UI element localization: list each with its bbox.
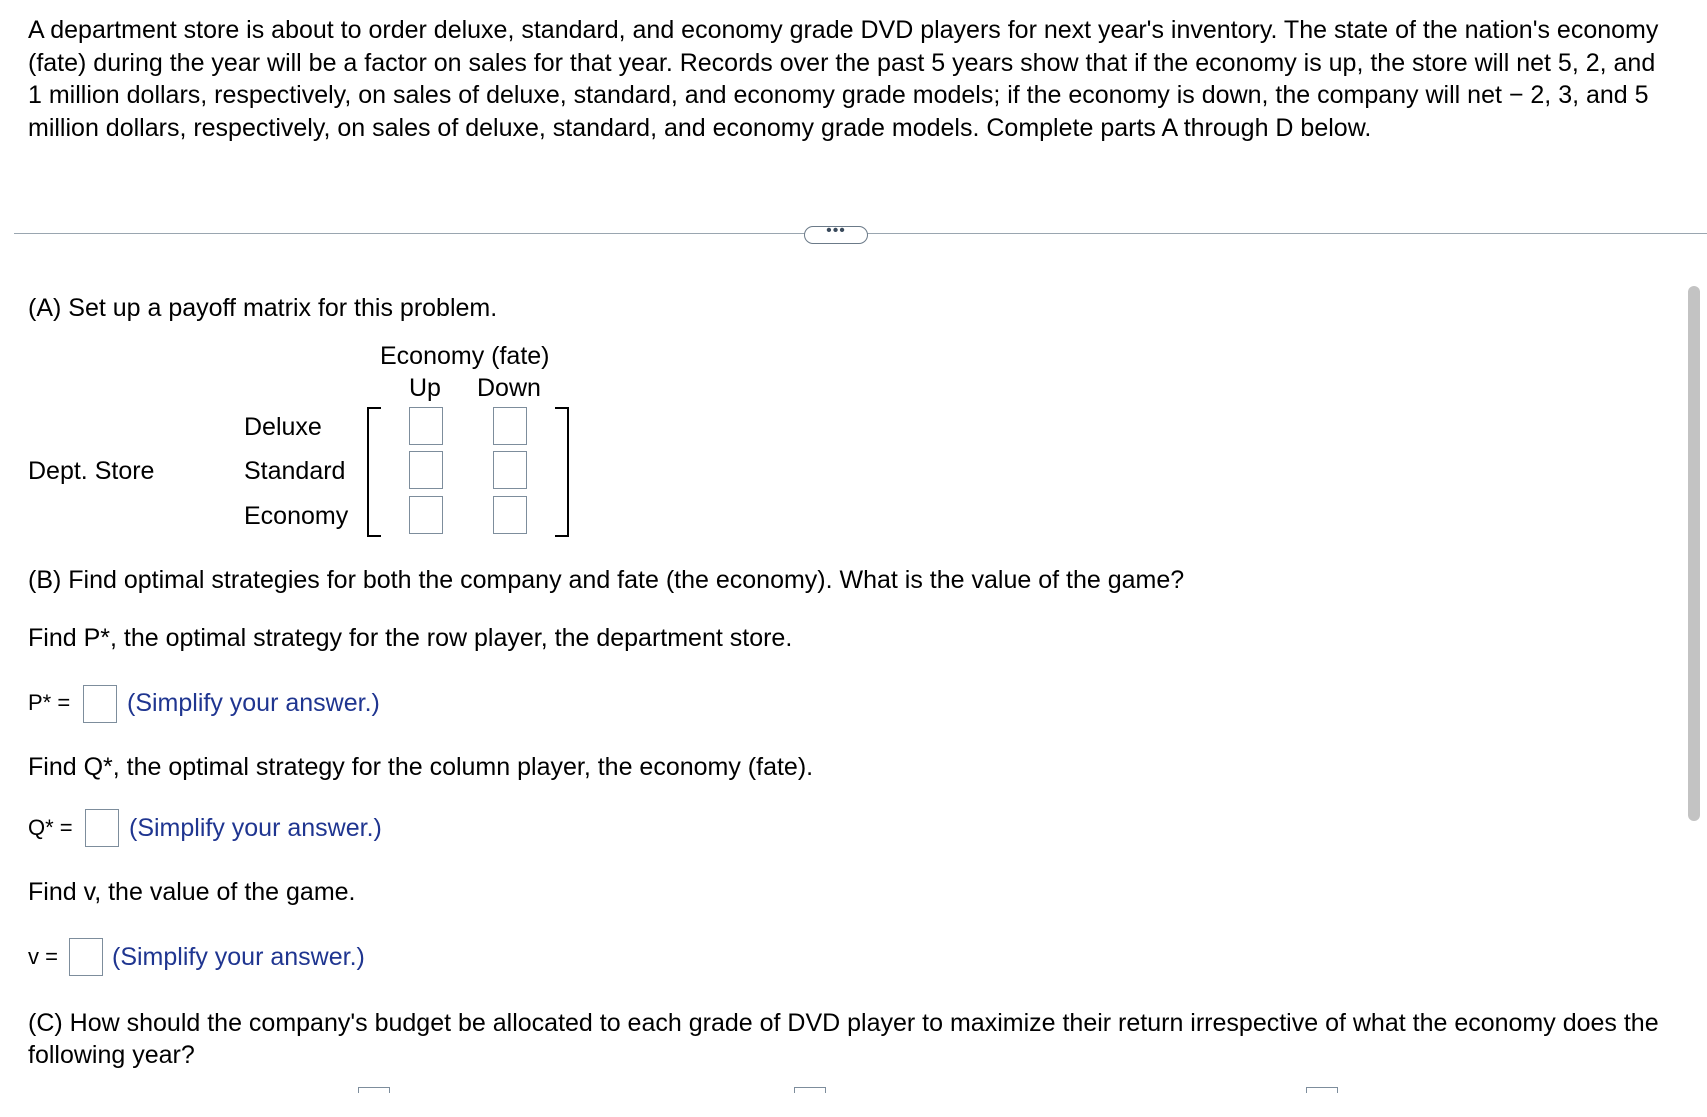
q-star-hint: (Simplify your answer.)	[129, 814, 382, 842]
matrix-row-deluxe: Deluxe	[244, 413, 322, 441]
part-c-input-2[interactable]	[794, 1087, 826, 1093]
v-prompt: Find v, the value of the game.	[28, 878, 356, 906]
show-more-button[interactable]: •••	[804, 226, 868, 244]
part-c-input-1[interactable]	[358, 1087, 390, 1093]
part-c-prompt: (C) How should the company's budget be allocated to each grade of DVD player to maximize their return irrespective of what the economy does the following year?	[28, 1009, 1659, 1069]
matrix-cell-deluxe-down[interactable]	[493, 407, 527, 445]
q-star-label: Q* =	[28, 815, 73, 840]
matrix-cell-economy-down[interactable]	[493, 496, 527, 534]
problem-statement: A department store is about to order deluxe, standard, and economy grade DVD players for next year's inventory. The state of the nation's economy (fate) during the year will be a factor on sales for that year. Records over the past 5 years show that if the economy is up, the store will net 5, 2, and 1 million dollars, respectively, on sales of deluxe, standard, and economy grade models; if the economy is down, the company will net − 2, 3, and 5 million dollars, respectively, on sales of deluxe, standard, and economy grade models. Complete parts A through D below.	[28, 16, 1659, 142]
matrix-left-bracket	[367, 407, 381, 537]
part-a-prompt: (A) Set up a payoff matrix for this problem.	[28, 294, 498, 322]
part-b-prompt: (B) Find optimal strategies for both the company and fate (the economy). What is the value of the game?	[28, 566, 1185, 594]
v-label: v =	[28, 944, 58, 969]
matrix-cell-deluxe-up[interactable]	[409, 407, 443, 445]
matrix-row-standard: Standard	[244, 457, 346, 485]
vertical-scrollbar[interactable]	[1681, 278, 1707, 1093]
part-c-input-3[interactable]	[1306, 1087, 1338, 1093]
p-star-input[interactable]	[83, 685, 117, 723]
v-input[interactable]	[69, 938, 103, 976]
v-hint: (Simplify your answer.)	[112, 943, 365, 971]
matrix-cell-standard-down[interactable]	[493, 451, 527, 489]
scrollbar-thumb[interactable]	[1688, 286, 1700, 821]
p-star-label: P* =	[28, 690, 71, 715]
matrix-right-bracket	[555, 407, 569, 537]
q-star-prompt: Find Q*, the optimal strategy for the column player, the economy (fate).	[28, 753, 814, 781]
matrix-column-title: Economy (fate)	[380, 342, 550, 370]
matrix-row-title: Dept. Store	[28, 457, 155, 485]
matrix-column-down: Down	[477, 374, 541, 402]
p-star-hint: (Simplify your answer.)	[127, 689, 380, 717]
matrix-cell-standard-up[interactable]	[409, 451, 443, 489]
p-star-prompt: Find P*, the optimal strategy for the row player, the department store.	[28, 624, 793, 652]
q-star-input[interactable]	[85, 809, 119, 847]
matrix-row-economy: Economy	[244, 502, 349, 530]
matrix-column-up: Up	[409, 374, 441, 402]
matrix-cell-economy-up[interactable]	[409, 496, 443, 534]
